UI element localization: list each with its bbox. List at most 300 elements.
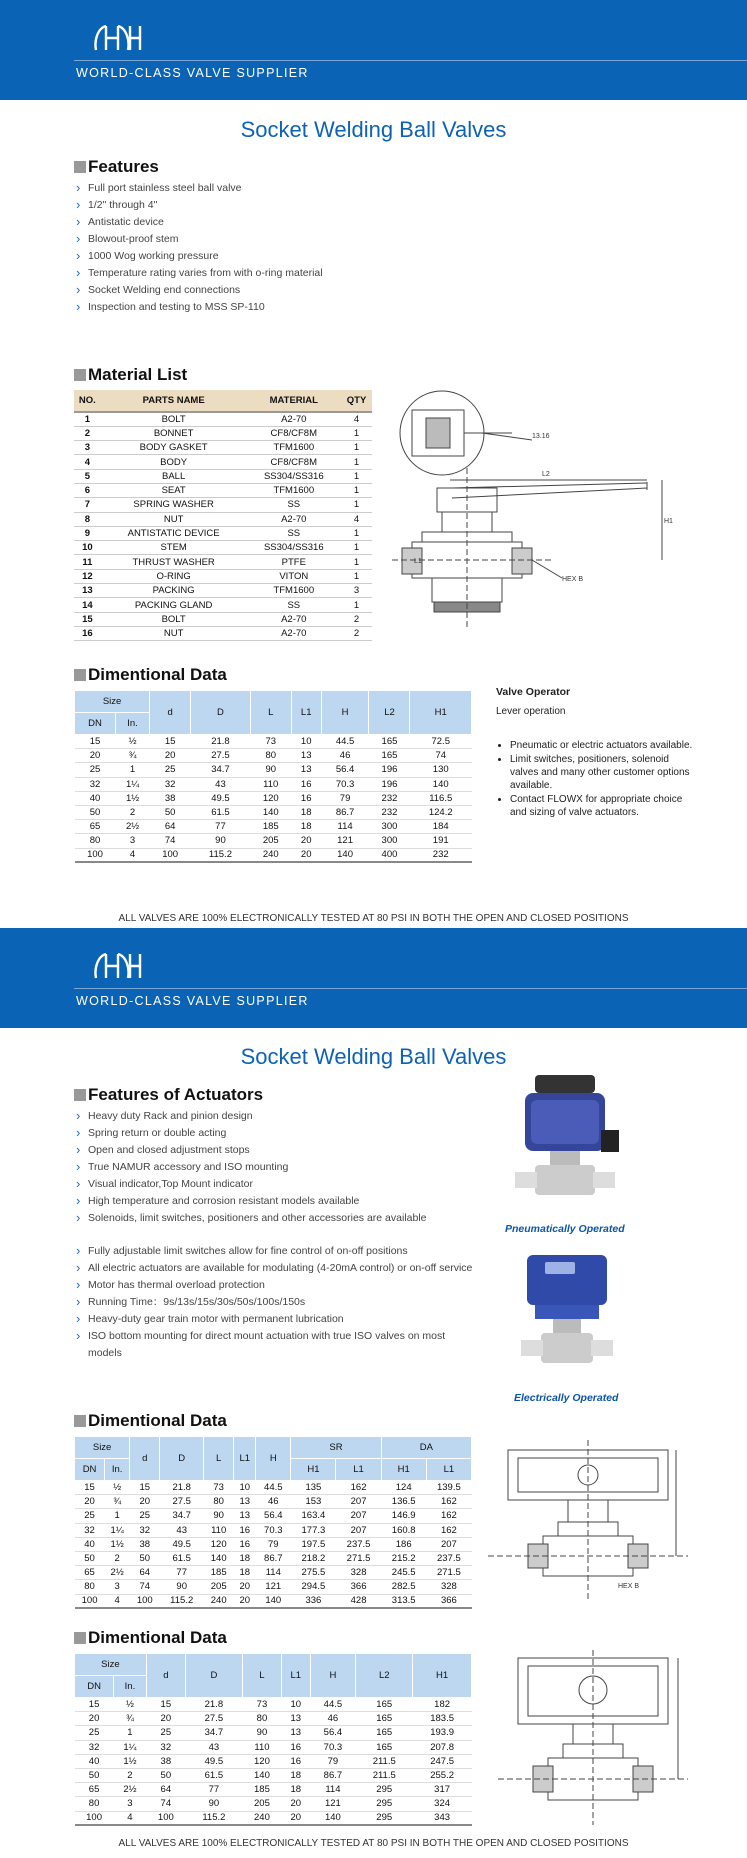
table-cell: 15 <box>146 1698 185 1712</box>
table-cell: 70.3 <box>321 777 369 791</box>
list-item: › All electric actuators are available for modulating (4-20mA control) or on-off service <box>76 1260 476 1277</box>
table-cell: 232 <box>410 848 472 862</box>
column-header: DN <box>75 1676 114 1698</box>
table-cell: 20 <box>282 1797 311 1811</box>
header-banner-2 <box>0 928 747 1028</box>
page-title-2: Socket Welding Ball Valves <box>240 1044 507 1069</box>
table-cell: 100 <box>75 1594 105 1608</box>
table-cell: 140 <box>256 1594 291 1608</box>
table-row <box>74 441 372 455</box>
table-cell: 165 <box>356 1726 413 1740</box>
table-cell: 165 <box>369 735 410 749</box>
table-cell: 79 <box>310 1754 356 1768</box>
table-cell: 2 <box>341 626 372 640</box>
table-cell: 13 <box>291 763 321 777</box>
table-cell: THRUST WASHER <box>101 555 247 569</box>
table-cell: 8 <box>74 512 101 526</box>
column-header: H <box>310 1654 356 1698</box>
table-cell: 1 <box>341 469 372 483</box>
table-cell: 100 <box>146 1811 185 1825</box>
table-cell: STEM <box>101 541 247 555</box>
table-cell: 232 <box>369 791 410 805</box>
table-cell: 1½ <box>115 791 149 805</box>
dimensional-table-2 <box>74 1436 472 1609</box>
table-cell: PACKING GLAND <box>101 598 247 612</box>
table-cell: 2½ <box>105 1566 130 1580</box>
footer-note-2: ALL VALVES ARE 100% ELECTRONICALLY TESTED AT 80 PSI IN BOTH THE OPEN AND CLOSED POSITIONS <box>118 1838 629 1849</box>
electric-caption: Electrically Operated <box>514 1392 619 1404</box>
table-cell: SS <box>247 498 342 512</box>
table-cell: 64 <box>150 820 191 834</box>
material-table <box>74 390 372 641</box>
table-cell: 49.5 <box>191 791 251 805</box>
table-cell: 1 <box>341 441 372 455</box>
table-cell: ¾ <box>114 1712 147 1726</box>
brand-logo-icon <box>92 950 144 982</box>
column-header: DN <box>75 1459 105 1481</box>
table-cell: 21.8 <box>191 735 251 749</box>
table-cell: 25 <box>75 763 116 777</box>
svg-text:13.16: 13.16 <box>532 433 550 440</box>
list-item: › Running Time：9s/13s/15s/30s/50s/100s/150s <box>76 1294 476 1311</box>
column-header: DN <box>75 713 116 735</box>
table-cell: 186 <box>381 1537 426 1551</box>
table-cell: 15 <box>75 735 116 749</box>
table-cell: 313.5 <box>381 1594 426 1608</box>
table-row <box>74 512 372 526</box>
table-cell: 20 <box>75 749 116 763</box>
table-cell: 240 <box>204 1594 234 1608</box>
table-cell: SS304/SS316 <box>247 541 342 555</box>
table-cell: 7 <box>74 498 101 512</box>
table-cell: 245.5 <box>381 1566 426 1580</box>
table-cell: 44.5 <box>310 1698 356 1712</box>
table-cell: 43 <box>191 777 251 791</box>
table-cell: 43 <box>185 1740 242 1754</box>
column-header: H1 <box>291 1459 336 1481</box>
table-cell: 2 <box>105 1551 130 1565</box>
table-cell: 400 <box>369 848 410 862</box>
table-cell: 77 <box>191 820 251 834</box>
table-cell: 271.5 <box>336 1551 381 1565</box>
table-cell: 16 <box>291 791 321 805</box>
table-cell: 74 <box>146 1797 185 1811</box>
table-cell: 18 <box>291 805 321 819</box>
table-cell: 114 <box>256 1566 291 1580</box>
table-cell: 10 <box>291 735 321 749</box>
column-header: MATERIAL <box>247 390 342 412</box>
column-header: L2 <box>369 691 410 735</box>
list-item: › 1/2" through 4" <box>76 197 323 214</box>
table-cell: 50 <box>75 1768 114 1782</box>
table-row <box>75 1712 472 1726</box>
table-cell: 80 <box>75 1580 105 1594</box>
table-cell: 184 <box>410 820 472 834</box>
table-cell: 232 <box>369 805 410 819</box>
table-cell: 295 <box>356 1783 413 1797</box>
brand-tagline: WORLD-CLASS VALVE SUPPLIER <box>76 66 309 80</box>
table-cell: TFM1600 <box>247 441 342 455</box>
table-cell: 80 <box>242 1712 281 1726</box>
table-cell: 16 <box>234 1523 256 1537</box>
column-header: L1 <box>291 691 321 735</box>
table-cell: 13 <box>282 1712 311 1726</box>
table-cell: 61.5 <box>191 805 251 819</box>
table-row <box>74 541 372 555</box>
table-cell: 2 <box>114 1768 147 1782</box>
column-header: L <box>250 691 291 735</box>
table-cell: 115.2 <box>185 1811 242 1825</box>
table-cell: 115.2 <box>160 1594 204 1608</box>
table-cell: BODY <box>101 455 247 469</box>
table-cell: 140 <box>310 1811 356 1825</box>
features-list <box>76 180 323 316</box>
table-cell: BOLT <box>101 412 247 426</box>
table-cell: 1¼ <box>105 1523 130 1537</box>
column-header: L2 <box>356 1654 413 1698</box>
table-cell: 86.7 <box>256 1551 291 1565</box>
table-cell: 15 <box>130 1481 160 1495</box>
column-header: PARTS NAME <box>101 390 247 412</box>
table-cell: 185 <box>250 820 291 834</box>
table-cell: SS <box>247 526 342 540</box>
svg-text:L2: L2 <box>542 471 550 478</box>
dimensional-table-1 <box>74 690 472 863</box>
table-row <box>75 805 472 819</box>
table-cell: 207.8 <box>413 1740 472 1754</box>
table-cell: 124 <box>381 1481 426 1495</box>
table-cell: 165 <box>356 1712 413 1726</box>
table-cell: 3 <box>341 584 372 598</box>
material-list-heading: Material List <box>74 365 187 385</box>
table-cell: BONNET <box>101 426 247 440</box>
table-cell: 1 <box>114 1726 147 1740</box>
table-cell: ANTISTATIC DEVICE <box>101 526 247 540</box>
table-cell: 2 <box>74 426 101 440</box>
table-row <box>75 791 472 805</box>
table-cell: 1 <box>341 498 372 512</box>
table-cell: A2-70 <box>247 626 342 640</box>
banner-divider <box>74 60 747 61</box>
table-cell: PACKING <box>101 584 247 598</box>
table-cell: 32 <box>75 1740 114 1754</box>
table-cell: 20 <box>146 1712 185 1726</box>
table-cell: BALL <box>101 469 247 483</box>
table-cell: 18 <box>234 1566 256 1580</box>
table-cell: 50 <box>146 1768 185 1782</box>
table-cell: 80 <box>250 749 291 763</box>
pneumatic-drawing <box>488 1440 688 1600</box>
column-header: L1 <box>426 1459 471 1481</box>
svg-text:HEX B: HEX B <box>618 1583 640 1590</box>
table-row <box>75 1537 472 1551</box>
list-item: › Heavy duty Rack and pinion design <box>76 1108 476 1125</box>
column-header: D <box>191 691 251 735</box>
table-cell: TFM1600 <box>247 584 342 598</box>
table-cell: 18 <box>282 1768 311 1782</box>
table-cell: 12 <box>74 569 101 583</box>
list-item: › Full port stainless steel ball valve <box>76 180 323 197</box>
table-cell: 114 <box>321 820 369 834</box>
table-cell: 139.5 <box>426 1481 471 1495</box>
table-cell: A2-70 <box>247 412 342 426</box>
table-row <box>75 820 472 834</box>
table-cell: 70.3 <box>310 1740 356 1754</box>
table-cell: 205 <box>250 834 291 848</box>
column-header: H <box>321 691 369 735</box>
table-row <box>74 469 372 483</box>
table-cell: 14 <box>74 598 101 612</box>
table-cell: 1 <box>341 555 372 569</box>
table-cell: 2 <box>341 612 372 626</box>
table-cell: 196 <box>369 777 410 791</box>
table-cell: TFM1600 <box>247 483 342 497</box>
table-cell: 182 <box>413 1698 472 1712</box>
table-cell: 15 <box>75 1481 105 1495</box>
column-header: L1 <box>234 1437 256 1481</box>
table-cell: 163.4 <box>291 1509 336 1523</box>
table-cell: 237.5 <box>336 1537 381 1551</box>
table-cell: 328 <box>426 1580 471 1594</box>
table-cell: 10 <box>74 541 101 555</box>
table-cell: 46 <box>310 1712 356 1726</box>
table-row <box>74 626 372 640</box>
table-cell: 13 <box>74 584 101 598</box>
list-item: › Socket Welding end connections <box>76 282 323 299</box>
table-cell: 27.5 <box>185 1712 242 1726</box>
table-cell: 15 <box>75 1698 114 1712</box>
table-cell: 16 <box>282 1740 311 1754</box>
table-cell: 197.5 <box>291 1537 336 1551</box>
table-cell: BODY GASKET <box>101 441 247 455</box>
table-cell: 211.5 <box>356 1768 413 1782</box>
column-header: In. <box>105 1459 130 1481</box>
table-cell: 18 <box>282 1783 311 1797</box>
table-cell: 46 <box>321 749 369 763</box>
table-cell: 120 <box>242 1754 281 1768</box>
table-row <box>75 1481 472 1495</box>
header-row <box>75 1654 472 1676</box>
table-row <box>75 1523 472 1537</box>
table-cell: 116.5 <box>410 791 472 805</box>
table-cell: 295 <box>356 1797 413 1811</box>
table-cell: 16 <box>74 626 101 640</box>
table-cell: 183.5 <box>413 1712 472 1726</box>
dimensional-table-3 <box>74 1653 472 1826</box>
actuator-features-list-b <box>76 1243 476 1362</box>
table-cell: 317 <box>413 1783 472 1797</box>
table-cell: 115.2 <box>191 848 251 862</box>
table-cell: 32 <box>130 1523 160 1537</box>
table-cell: 4 <box>341 412 372 426</box>
column-header: D <box>160 1437 204 1481</box>
svg-text:L1: L1 <box>414 558 422 565</box>
table-cell: 3 <box>114 1797 147 1811</box>
column-header: Size <box>75 691 150 713</box>
table-cell: 25 <box>150 763 191 777</box>
table-cell: 4 <box>114 1811 147 1825</box>
column-header: DA <box>381 1437 471 1459</box>
table-cell: 1 <box>341 598 372 612</box>
table-cell: 34.7 <box>160 1509 204 1523</box>
table-cell: 56.4 <box>310 1726 356 1740</box>
column-header: L1 <box>282 1654 311 1698</box>
table-cell: 32 <box>75 777 116 791</box>
table-cell: 124.2 <box>410 805 472 819</box>
table-cell: 79 <box>321 791 369 805</box>
list-item: › Antistatic device <box>76 214 323 231</box>
table-cell: 10 <box>282 1698 311 1712</box>
table-cell: 20 <box>150 749 191 763</box>
table-cell: 205 <box>242 1797 281 1811</box>
actuator-features-heading: Features of Actuators <box>74 1085 263 1105</box>
table-cell: 80 <box>75 834 116 848</box>
table-cell: 79 <box>256 1537 291 1551</box>
table-cell: 9 <box>74 526 101 540</box>
list-item: › Temperature rating varies from with o-ring material <box>76 265 323 282</box>
list-item: › Fully adjustable limit switches allow for fine control of on-off positions <box>76 1243 476 1260</box>
table-cell: 20 <box>75 1712 114 1726</box>
table-cell: 50 <box>75 805 116 819</box>
table-cell: O-RING <box>101 569 247 583</box>
table-row <box>74 426 372 440</box>
table-cell: 100 <box>75 848 116 862</box>
table-row <box>74 569 372 583</box>
table-cell: 121 <box>310 1797 356 1811</box>
column-header: QTY <box>341 390 372 412</box>
table-cell: 4 <box>341 512 372 526</box>
table-cell: 74 <box>150 834 191 848</box>
list-item: › 1000 Wog working pressure <box>76 248 323 265</box>
list-item: › Heavy-duty gear train motor with permanent lubrication <box>76 1311 476 1328</box>
table-cell: 294.5 <box>291 1580 336 1594</box>
electric-drawing <box>498 1650 688 1830</box>
table-cell: 110 <box>250 777 291 791</box>
table-cell: 162 <box>426 1495 471 1509</box>
table-row <box>74 555 372 569</box>
table-row <box>74 526 372 540</box>
table-cell: SPRING WASHER <box>101 498 247 512</box>
table-row <box>75 1811 472 1825</box>
table-cell: 10 <box>234 1481 256 1495</box>
table-cell: 20 <box>291 834 321 848</box>
table-cell: 25 <box>75 1509 105 1523</box>
table-cell: 300 <box>369 834 410 848</box>
table-cell: 4 <box>115 848 149 862</box>
table-cell: 56.4 <box>321 763 369 777</box>
table-cell: 20 <box>282 1811 311 1825</box>
svg-text:H1: H1 <box>664 518 673 525</box>
table-cell: VITON <box>247 569 342 583</box>
table-cell: 65 <box>75 1566 105 1580</box>
table-cell: 40 <box>75 791 116 805</box>
header-row <box>75 1437 472 1459</box>
table-cell: 177.3 <box>291 1523 336 1537</box>
page-title: Socket Welding Ball Valves <box>240 117 507 142</box>
table-row <box>75 1580 472 1594</box>
table-cell: 70.3 <box>256 1523 291 1537</box>
table-cell: 73 <box>250 735 291 749</box>
list-item: › Spring return or double acting <box>76 1125 476 1142</box>
table-cell: 1 <box>341 426 372 440</box>
table-cell: 80 <box>204 1495 234 1509</box>
table-row <box>75 834 472 848</box>
table-cell: 343 <box>413 1811 472 1825</box>
list-item: › Solenoids, limit switches, positioners and other accessories are available <box>76 1210 476 1227</box>
table-cell: 74 <box>130 1580 160 1594</box>
table-row <box>75 777 472 791</box>
list-item: • Limit switches, positioners, solenoid valves and many other customer options available. <box>510 753 696 792</box>
table-cell: 32 <box>146 1740 185 1754</box>
table-cell: 193.9 <box>413 1726 472 1740</box>
table-cell: 20 <box>75 1495 105 1509</box>
table-cell: 1 <box>341 526 372 540</box>
table-cell: 90 <box>191 834 251 848</box>
table-cell: 61.5 <box>160 1551 204 1565</box>
table-cell: 240 <box>242 1811 281 1825</box>
table-cell: 32 <box>150 777 191 791</box>
table-cell: 255.2 <box>413 1768 472 1782</box>
table-cell: 1 <box>341 569 372 583</box>
table-cell: 247.5 <box>413 1754 472 1768</box>
table-cell: 15 <box>74 612 101 626</box>
list-item: › Inspection and testing to MSS SP-110 <box>76 299 323 316</box>
operator-title: Valve Operator <box>496 686 571 698</box>
table-cell: 140 <box>242 1768 281 1782</box>
table-cell: 153 <box>291 1495 336 1509</box>
table-row <box>75 1495 472 1509</box>
table-cell: 13 <box>291 749 321 763</box>
brand-tagline: WORLD-CLASS VALVE SUPPLIER <box>76 994 309 1008</box>
table-row <box>75 763 472 777</box>
header-banner <box>0 0 747 100</box>
table-row <box>75 1726 472 1740</box>
table-cell: CF8/CF8M <box>247 455 342 469</box>
table-cell: PTFE <box>247 555 342 569</box>
operator-sub: Lever operation <box>496 706 566 717</box>
column-header: D <box>185 1654 242 1698</box>
table-cell: 1 <box>115 763 149 777</box>
column-header: H1 <box>410 691 472 735</box>
table-cell: 38 <box>146 1754 185 1768</box>
table-cell: 13 <box>282 1726 311 1740</box>
pneumatic-caption: Pneumatically Operated <box>505 1223 625 1235</box>
table-row <box>75 1783 472 1797</box>
svg-text:HEX B: HEX B <box>562 576 584 583</box>
table-cell: 13 <box>234 1509 256 1523</box>
table-cell: 207 <box>336 1509 381 1523</box>
dimensional-data-heading-3: Dimentional Data <box>74 1628 227 1648</box>
table-cell: 38 <box>130 1537 160 1551</box>
table-cell: 121 <box>256 1580 291 1594</box>
table-cell: 130 <box>410 763 472 777</box>
table-cell: 49.5 <box>185 1754 242 1768</box>
table-cell: 49.5 <box>160 1537 204 1551</box>
table-cell: 336 <box>291 1594 336 1608</box>
table-cell: 1 <box>341 455 372 469</box>
table-cell: 162 <box>426 1509 471 1523</box>
column-header: L1 <box>336 1459 381 1481</box>
table-cell: 86.7 <box>310 1768 356 1782</box>
table-cell: 282.5 <box>381 1580 426 1594</box>
table-cell: 16 <box>291 777 321 791</box>
table-row <box>75 1768 472 1782</box>
table-cell: 1 <box>341 541 372 555</box>
table-cell: 328 <box>336 1566 381 1580</box>
table-cell: 4 <box>74 455 101 469</box>
table-cell: 86.7 <box>321 805 369 819</box>
table-cell: 120 <box>204 1537 234 1551</box>
